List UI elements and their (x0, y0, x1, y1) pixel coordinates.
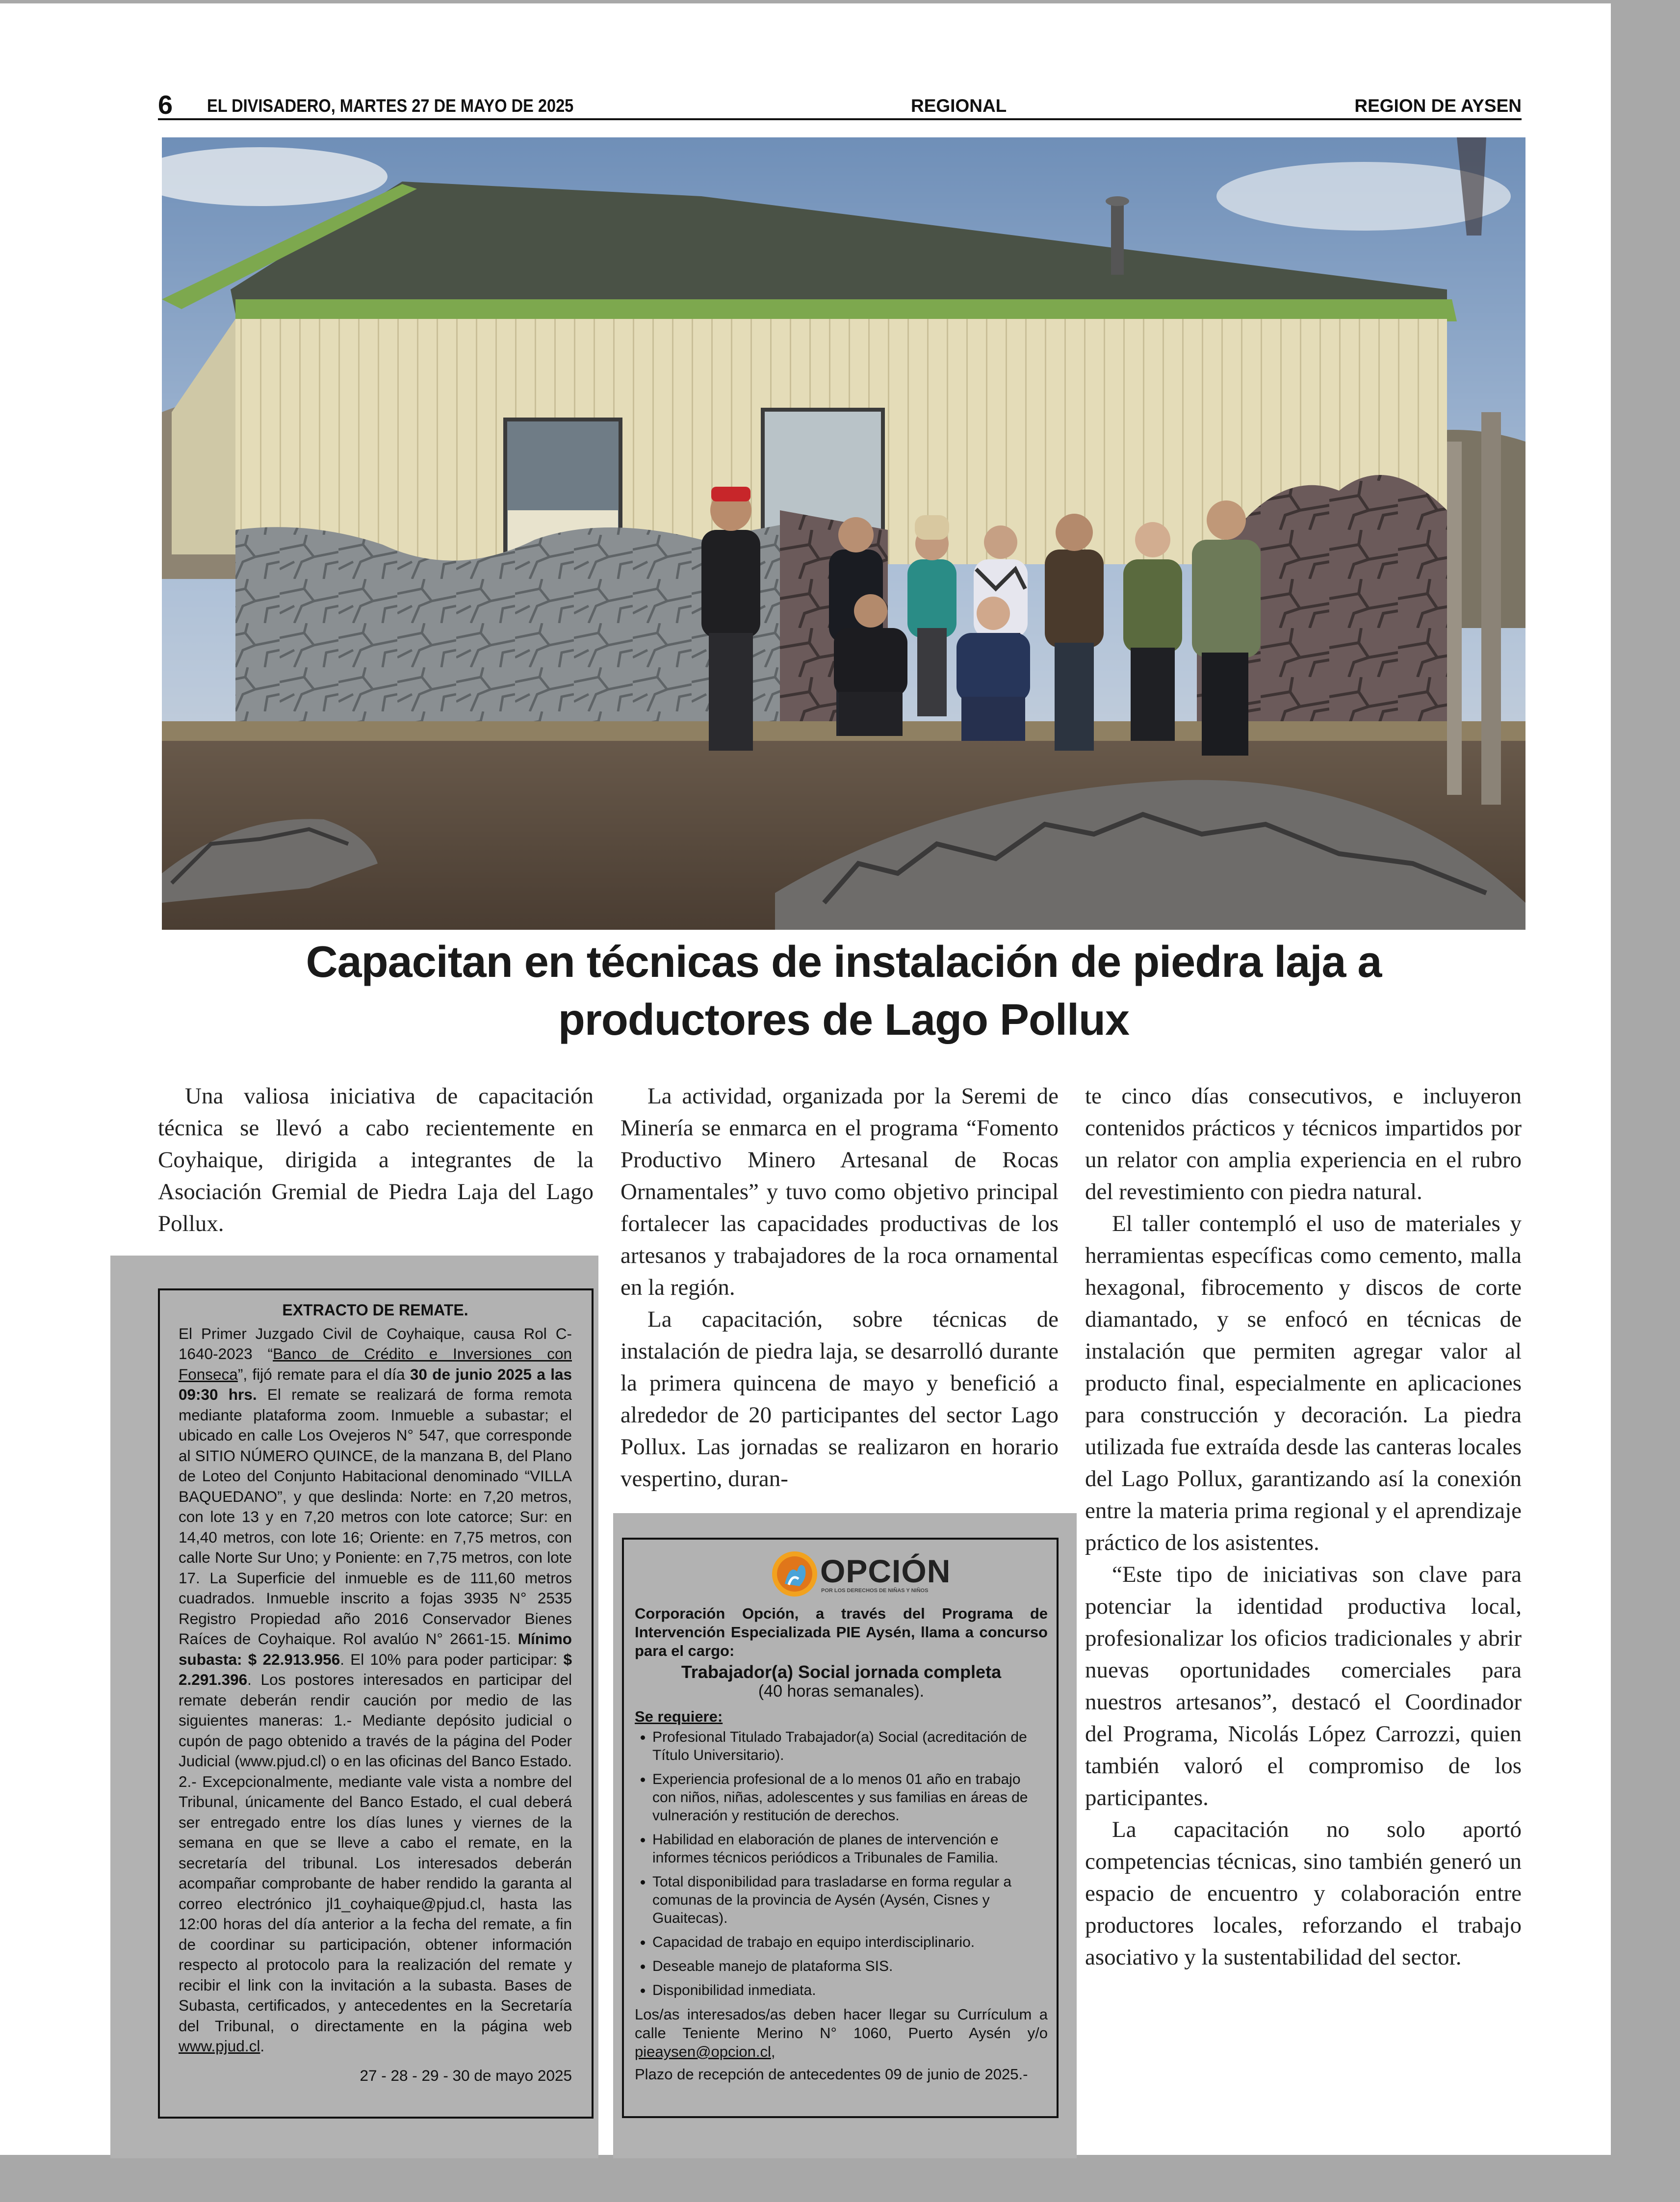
page-header (158, 91, 1522, 120)
article-column-3 (1085, 1080, 1522, 1973)
opcion-intro: Corporación Opción, a través del Programa de Intervención Especializada PIE Aysén, llama a concurso para el cargo: (635, 1605, 1048, 1659)
page-number: 6 (158, 90, 173, 120)
paragraph: Una valiosa iniciativa de capacitación técnica se llevó a cabo recientemente en Coyhaique, dirigida a integrantes de la Asociación Gremial de Piedra Laja del Lago Pollux. (158, 1083, 594, 1236)
requirement-item: • Total disponibilidad para trasladarse en forma regular a comunas de la provincia de Aysén (Aysén, Cisnes y Guaitecas). (652, 1873, 1048, 1927)
requirement-item: • Disponibilidad inmediata. (652, 1981, 1048, 1999)
remate-publication-dates: 27 - 28 - 29 - 30 de mayo 2025 (360, 2066, 572, 2084)
opcion-logo-text: OPCIÓN (820, 1553, 951, 1589)
remate-case-name: Banco de Crédito e Inversiones con Fonseca (179, 1345, 572, 1383)
remate-text: . Los postores interesados en participar del remate deberán rendir caución por medio de las siguientes maneras: 1.- Mediante depósito judicial o cupón de pago obtenido a través de la página del Poder Judicial (www.pjud.cl) o en las oficinas del Banco Estado. 2.- Excepcionalmente, mediante vale vista a nombre del Tribunal, únicamente del Banco Estado, el cual deberá ser entregado entre los días lunes y viernes de la semana en que se lleve a cabo el remate, en la secretaría del tribunal. Los interesados deberán acompañar comprobante de haber rendido la garanta al correo electrónico jl1_coyhaique@pjud.cl, hasta las 12:00 horas del día anterior a la fecha del remate, a fin de coordinar su participación, obtener información respecto al protocolo para la realización del remate y recibir el link con la invitación a la subasta. Bases de Subasta, certificados, y antecedentes en la Secretaría del Tribunal, o directamente en la página web (179, 1671, 572, 2035)
remate-text: . (260, 2037, 265, 2055)
remate-title: EXTRACTO DE REMATE. (282, 1301, 468, 1319)
article-headline (162, 933, 1525, 1049)
job-hours: (40 horas semanales). (758, 1682, 925, 1701)
requirement-item: • Capacidad de trabajo en equipo interdisciplinario. (652, 1933, 1048, 1951)
requirements-label: Se requiere: (635, 1708, 723, 1725)
requirement-item: • Deseable manejo de plataforma SIS. (652, 1957, 1048, 1975)
remate-text: El Primer Juzgado Civil de Coyhaique, causa Rol C-1640-2023 “ (179, 1324, 572, 1363)
application-deadline: Plazo de recepción de antecedentes 09 de junio de 2025.- (635, 2066, 1028, 2083)
paragraph: La capacitación, sobre técnicas de instalación de piedra laja, se desarrolló durante la primera quincena de mayo y benefició a alrededor de 20 participantes del sector Lago Pollux. Las jornadas se realizaron en horario vespertino, duran- (620, 1307, 1059, 1492)
remate-text: ”, fijó remate para el día (237, 1365, 410, 1383)
region-label: REGION DE AYSEN (1354, 96, 1522, 116)
application-instructions (635, 2005, 1048, 2061)
article-column-1 (158, 1080, 594, 1240)
remate-text: . El 10% para poder participar: (340, 1650, 564, 1668)
requirement-item: • Habilidad en elaboración de planes de intervención e informes técnicos periódicos a Tribunales de Familia. (652, 1831, 1048, 1867)
remate-body (179, 1324, 572, 2057)
paragraph: “Este tipo de iniciativas son clave para potenciar la identidad productiva local, profesionalizar los oficios tradicionales y abrir nuevas oportunidades comerciales para nuestros artesanos”, destacó el Coordinador del Programa, Nicolás López Carrozzi, quien también valoró el compromiso de los participantes. (1085, 1562, 1522, 1810)
article-column-2 (620, 1080, 1059, 1495)
remate-date: 30 de junio 2025 a las 09:30 hrs. (179, 1365, 572, 1403)
remate-guarantee: $ 2.291.396 (179, 1650, 572, 1688)
headline-line-1: Capacitan en técnicas de instalación de piedra laja a (306, 938, 1382, 987)
contact-email-link[interactable]: pieaysen@opcion.cl (635, 2043, 771, 2060)
group-photo-illustration (162, 137, 1525, 930)
requirements-list (635, 1728, 1048, 1999)
job-title: Trabajador(a) Social jornada completa (681, 1662, 1002, 1682)
remate-text: El remate se realizará de forma remota mediante plataforma zoom. Inmueble a subastar; el ubicado en calle Los Ovejeros N° 547, que corresponde al SITIO NÚMERO QUINCE, de la manzana B, del Plano de Loteo del Conjunto Habitacional denominado “VILLA BAQUEDANO”, y que deslinda: Norte: en 7,20 metros, con lote 13 y en 7,20 metros con lote catorce; Sur: en 14,40 metros, con lote 16; Oriente: en 7,75 metros, con calle Norte Sur Uno; y Poniente: en 7,75 metros, con lote 17. La Superficie del inmueble es de 111,60 metros cuadrados. Inmueble inscrito a fojas 3935 N° 2535 Registro Propiedad año 2016 Conservador Bienes Raíces de Coyhaique. Rol avalúo N° 2661-15. (179, 1386, 572, 1648)
headline-line-2: productores de Lago Pollux (558, 996, 1130, 1045)
pjud-link[interactable]: www.pjud.cl (179, 2037, 260, 2055)
instructions-text: Los/as interesados/as deben hacer llegar su Currículum a calle Teniente Merino N° 1060, Puerto Aysén y/o (635, 2006, 1048, 2042)
requirement-item: • Experiencia profesional de a lo menos 01 año en trabajo con niños, niñas, adolescentes y sus familias en áreas de vulneración y restitución de derechos. (652, 1770, 1048, 1825)
opcion-logo-tagline: POR LOS DERECHOS DE NIÑAS Y NIÑOS (821, 1588, 929, 1594)
publication-dateline: EL DIVISADERO, MARTES 27 DE MAYO DE 2025 (207, 96, 574, 116)
section-label: REGIONAL (911, 96, 1007, 116)
paragraph: te cinco días consecutivos, e incluyeron contenidos prácticos y técnicos impartidos por un relator con amplia experiencia en el rubro del revestimiento con piedra natural. (1085, 1083, 1522, 1205)
requirement-item: • Profesional Titulado Trabajador(a) Social (acreditación de Título Universitario). (652, 1728, 1048, 1764)
opcion-hands-icon (770, 1549, 819, 1599)
instructions-text: , (771, 2043, 775, 2060)
paragraph: El taller contempló el uso de materiales y herramientas específicas como cemento, malla hexagonal, fibrocemento y discos de corte diamantado, y se enfocó en técnicas de instalación que permiten agregar valor al producto final, especialmente en aplicaciones para construcción y decoración. La piedra utilizada fue extraída desde las canteras locales del Lago Pollux, garantizando así la conexión entre la materia prima regional y el aprendizaje práctico de los asistentes. (1085, 1211, 1522, 1555)
remate-minimum: Mínimo subasta: $ 22.913.956 (179, 1630, 572, 1668)
opcion-job-ad (622, 1538, 1059, 2118)
remate-notice (158, 1288, 594, 2119)
paragraph: La capacitación no solo aportó competencias técnicas, sino también generó un espacio de encuentro y colaboración entre productores locales, reforzando el trabajo asociativo y la sustentabilidad del sector. (1085, 1817, 1522, 1970)
opcion-logo (635, 1548, 1048, 1601)
paragraph: La actividad, organizada por la Seremi de Minería se enmarca en el programa “Fomento Productivo Minero Artesanal de Rocas Ornamentales” y tuvo como objetivo principal fortalecer las capacidades productivas de los artesanos y trabajadores de la roca ornamental en la región. (620, 1083, 1059, 1300)
article-photo (162, 137, 1525, 930)
